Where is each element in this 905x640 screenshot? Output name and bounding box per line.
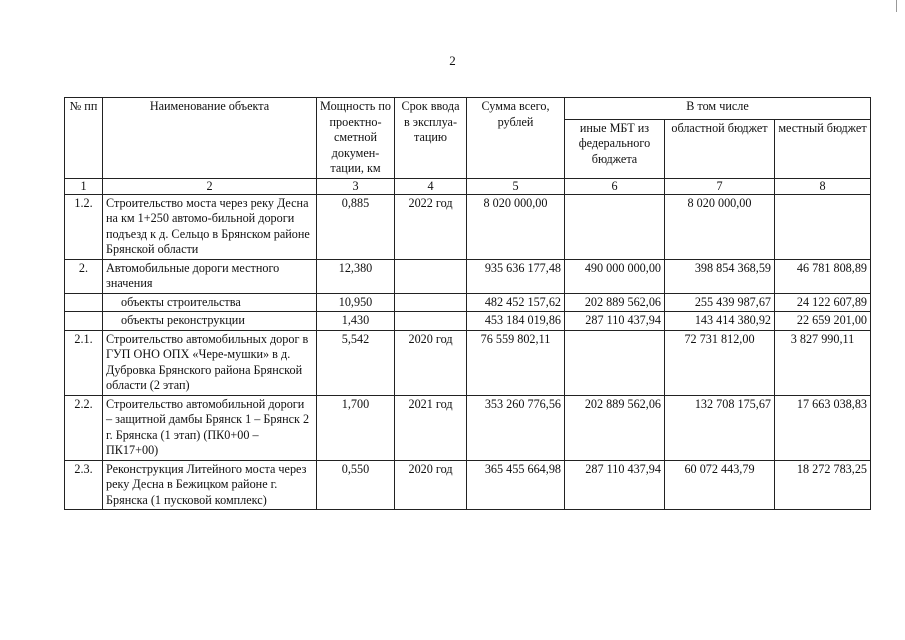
row-total: 365 455 664,98 bbox=[467, 460, 565, 510]
row-local: 22 659 201,00 bbox=[775, 312, 871, 331]
column-number: 4 bbox=[395, 178, 467, 194]
row-federal: 202 889 562,06 bbox=[565, 293, 665, 312]
column-number: 1 bbox=[65, 178, 103, 194]
table-row bbox=[65, 194, 871, 259]
header-local: местный бюджет bbox=[775, 119, 871, 178]
header-num: № пп bbox=[65, 98, 103, 179]
row-name: Строительство автомобильных дорог в ГУП ОНО ОПХ «Чере-мушки» в д. Дубровка Брянского района Брянской области (2 этап) bbox=[103, 330, 317, 395]
row-federal: 490 000 000,00 bbox=[565, 259, 665, 293]
row-num bbox=[65, 293, 103, 312]
row-federal bbox=[565, 330, 665, 395]
row-name: Реконструкция Литейного моста через реку Десна в Бежицком районе г. Брянска (1 пусковой комплекс) bbox=[103, 460, 317, 510]
row-term bbox=[395, 293, 467, 312]
budget-table bbox=[64, 97, 871, 510]
row-num: 2. bbox=[65, 259, 103, 293]
row-power: 12,380 bbox=[317, 259, 395, 293]
row-federal: 287 110 437,94 bbox=[565, 312, 665, 331]
header-total: Сумма всего, рублей bbox=[467, 98, 565, 179]
row-term: 2022 год bbox=[395, 194, 467, 259]
row-total: 453 184 019,86 bbox=[467, 312, 565, 331]
row-regional: 255 439 987,67 bbox=[665, 293, 775, 312]
row-federal: 202 889 562,06 bbox=[565, 395, 665, 460]
row-num: 2.3. bbox=[65, 460, 103, 510]
table-row bbox=[65, 330, 871, 395]
row-total: 76 559 802,11 bbox=[467, 330, 565, 395]
row-power: 1,700 bbox=[317, 395, 395, 460]
row-local: 17 663 038,83 bbox=[775, 395, 871, 460]
row-name: объекты строительства bbox=[103, 293, 317, 312]
header-federal: иные МБТ из федерального бюджета bbox=[565, 119, 665, 178]
table-row bbox=[65, 395, 871, 460]
row-term bbox=[395, 312, 467, 331]
row-power: 1,430 bbox=[317, 312, 395, 331]
row-num: 1.2. bbox=[65, 194, 103, 259]
column-number: 3 bbox=[317, 178, 395, 194]
row-name: Строительство моста через реку Десна на км 1+250 автомо-бильной дороги подъезд к д. Сельцо в Брянском районе Брянской области bbox=[103, 194, 317, 259]
row-federal bbox=[565, 194, 665, 259]
header-power: Мощность по проектно-сметной докумен-тации, км bbox=[317, 98, 395, 179]
row-regional: 72 731 812,00 bbox=[665, 330, 775, 395]
row-term: 2021 год bbox=[395, 395, 467, 460]
table-row bbox=[65, 259, 871, 293]
row-local: 18 272 783,25 bbox=[775, 460, 871, 510]
row-federal: 287 110 437,94 bbox=[565, 460, 665, 510]
row-local: 24 122 607,89 bbox=[775, 293, 871, 312]
header-regional: областной бюджет bbox=[665, 119, 775, 178]
column-number: 5 bbox=[467, 178, 565, 194]
row-term: 2020 год bbox=[395, 460, 467, 510]
row-name: Автомобильные дороги местного значения bbox=[103, 259, 317, 293]
row-regional: 398 854 368,59 bbox=[665, 259, 775, 293]
row-total: 482 452 157,62 bbox=[467, 293, 565, 312]
row-num: 2.1. bbox=[65, 330, 103, 395]
table-row bbox=[65, 312, 871, 331]
row-regional: 60 072 443,79 bbox=[665, 460, 775, 510]
header-term: Срок ввода в эксплуа-тацию bbox=[395, 98, 467, 179]
row-term bbox=[395, 259, 467, 293]
header-including: В том числе bbox=[565, 98, 871, 120]
column-number: 7 bbox=[665, 178, 775, 194]
row-num bbox=[65, 312, 103, 331]
row-local: 3 827 990,11 bbox=[775, 330, 871, 395]
table-row bbox=[65, 293, 871, 312]
row-power: 0,550 bbox=[317, 460, 395, 510]
row-term: 2020 год bbox=[395, 330, 467, 395]
row-regional: 8 020 000,00 bbox=[665, 194, 775, 259]
row-local: 46 781 808,89 bbox=[775, 259, 871, 293]
page-number: 2 bbox=[449, 53, 456, 68]
page-edge-mark bbox=[896, 0, 897, 12]
column-number: 8 bbox=[775, 178, 871, 194]
row-regional: 143 414 380,92 bbox=[665, 312, 775, 331]
row-num: 2.2. bbox=[65, 395, 103, 460]
column-number: 6 bbox=[565, 178, 665, 194]
row-power: 0,885 bbox=[317, 194, 395, 259]
column-number-row bbox=[65, 178, 871, 194]
row-name: объекты реконструкции bbox=[103, 312, 317, 331]
row-regional: 132 708 175,67 bbox=[665, 395, 775, 460]
row-name: Строительство автомобильной дороги – защитной дамбы Брянск 1 – Брянск 2 г. Брянска (1 этап) (ПК0+00 – ПК17+00) bbox=[103, 395, 317, 460]
row-local bbox=[775, 194, 871, 259]
row-total: 353 260 776,56 bbox=[467, 395, 565, 460]
row-total: 935 636 177,48 bbox=[467, 259, 565, 293]
row-power: 5,542 bbox=[317, 330, 395, 395]
row-total: 8 020 000,00 bbox=[467, 194, 565, 259]
column-number: 2 bbox=[103, 178, 317, 194]
header-name: Наименование объекта bbox=[103, 98, 317, 179]
row-power: 10,950 bbox=[317, 293, 395, 312]
table-row bbox=[65, 460, 871, 510]
